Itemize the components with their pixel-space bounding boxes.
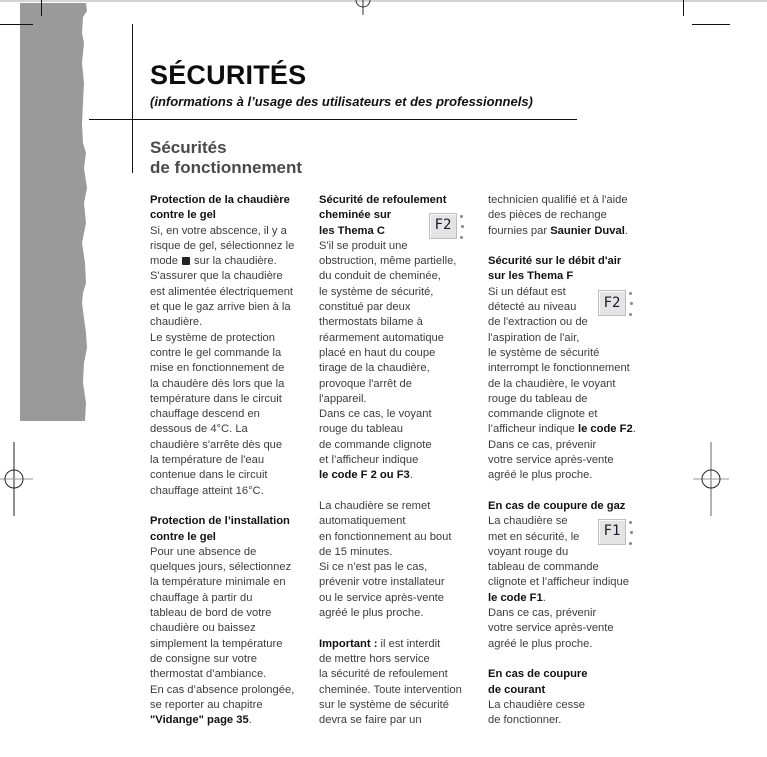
text-line: constitué par deux [319, 301, 411, 314]
block-title-line: contre le gel [150, 209, 216, 222]
display-panel [598, 517, 634, 547]
chimney-backflow-safety [319, 193, 481, 484]
text-line: de fonctionner. [488, 714, 562, 727]
header-vertical-rule [132, 24, 133, 173]
block-title-line: sur les Thema F [488, 270, 574, 283]
text-line: de commande clignote [319, 438, 432, 451]
text-line: met en sécurité, le [488, 530, 580, 543]
text-line: prévenir votre installateur [319, 576, 445, 589]
crop-mark-top-right-v [683, 0, 684, 16]
text-line: Dans ce cas, prévenir [488, 438, 597, 451]
display-dot [629, 521, 632, 524]
display-panel [429, 211, 465, 241]
text-line: sur le système de sécurité [319, 698, 449, 711]
text-line: le système de sécurité [488, 346, 600, 359]
text-line: de la chaudière, le voyant [488, 377, 616, 390]
text-line: quelques jours, sélectionnez [150, 561, 292, 574]
error-code-text: le code F 2 ou F3 [319, 469, 410, 482]
text-line: Pour une absence de [150, 545, 257, 558]
registration-mark-top [352, 0, 374, 16]
block-title-line: cheminée sur [319, 209, 392, 222]
block-title-line: Sécurité de refoulement [319, 194, 447, 206]
text-line: risque de gel, sélectionnez le [150, 239, 295, 252]
page-subtitle: (informations à l’usage des utilisateurs et des professionnels) [150, 94, 533, 109]
block-title-line: Sécurité sur le débit d'air [488, 255, 622, 268]
gas-cut-safety [488, 499, 648, 652]
text-line: de mettre hors service [319, 652, 430, 665]
crop-mark-top-right-h [692, 24, 730, 25]
text-fragment: fournies par [488, 224, 551, 237]
section-title-line-1: Sécurités [150, 138, 227, 157]
text-line [488, 224, 648, 239]
text-line: cheminée. Toute intervention [319, 683, 462, 696]
text-line [150, 713, 312, 728]
brand-name: Saunier Duval [550, 224, 625, 237]
text-line: de l'extraction ou de [488, 316, 588, 329]
frost-mode-icon [182, 257, 190, 265]
text-line: voyant rouge du [488, 545, 569, 558]
text-line: l'aspiration de l'air, [488, 331, 580, 344]
page-title: SÉCURITÉS [150, 60, 307, 90]
text-fragment: . [624, 224, 628, 237]
text-line: chaudière ou baissez [150, 622, 256, 635]
text-line: réarmement automatique [319, 331, 444, 344]
text-line: chaudière s'arrête dès que [150, 438, 283, 451]
page-top-border [0, 0, 767, 2]
crop-mark-top-left-h [0, 24, 33, 25]
text-line-with-icon [150, 254, 312, 269]
text-line: rouge du tableau [319, 423, 403, 436]
text-line: agréé le plus proche. [488, 637, 593, 650]
text-line: Dans ce cas, prévenir [488, 607, 597, 620]
text-line: la température minimale en [150, 576, 286, 589]
block-title-line: les Thema C [319, 224, 385, 237]
text-line: votre service après-vente [488, 622, 614, 635]
text-line: tableau de commande [488, 561, 599, 574]
important-label: Important : [319, 637, 378, 650]
frost-protection-boiler [150, 193, 312, 499]
registration-mark-left [0, 442, 34, 518]
strip-shape [20, 3, 87, 421]
chapter-reference: "Vidange" page 35 [150, 714, 249, 727]
display-dot [460, 215, 463, 218]
text-line: mise en fonctionnement de [150, 362, 285, 375]
display-dot [629, 292, 632, 295]
text-line: provoque l'arrêt de [319, 377, 412, 390]
error-code-text: le code F2 [577, 423, 633, 436]
column-3 [488, 193, 648, 744]
display-code: F2 [429, 213, 457, 239]
section-title-line-2: de fonctionnement [150, 158, 303, 177]
text-line: le système de sécurité, [319, 285, 434, 298]
text-line: clignote et l’afficheur indique [488, 576, 629, 589]
text-line: S'il se produit une [319, 239, 408, 252]
decorative-gray-strip [20, 3, 90, 421]
display-dot [630, 531, 633, 534]
text-line: Si un défaut est [488, 285, 566, 298]
text-fragment: l’afficheur indique [488, 423, 578, 436]
text-line: la chaudère dès lors que la [150, 377, 285, 390]
display-dot [629, 313, 632, 316]
text-line: chauffage atteint 16°C. [150, 484, 264, 497]
text-line: commande clignote et [488, 408, 598, 421]
text-line: tirage de la chaudière, [319, 362, 430, 375]
text-line: la sécurité de refoulement [319, 668, 448, 681]
text-line: du conduit de cheminée, [319, 270, 441, 283]
text-line: Si, en votre abscence, il y a [150, 224, 287, 237]
text-line: se reporter au chapitre [150, 698, 263, 711]
text-fragment: il est interdit [377, 637, 441, 650]
text-line: Dans ce cas, le voyant [319, 408, 432, 421]
text-line: la température de l'eau [150, 454, 265, 467]
text-fragment: . [248, 714, 252, 727]
text-line: de consigne sur votre [150, 652, 257, 665]
text-line: automatiquement [319, 515, 406, 528]
display-dot [461, 225, 464, 228]
text-line [488, 422, 648, 437]
text-line: obstruction, même partielle, [319, 255, 457, 268]
text-line: simplement la température [150, 637, 283, 650]
block-title-line: contre le gel [150, 530, 216, 543]
section-title [150, 138, 302, 178]
text-line: en fonctionnement au bout [319, 530, 452, 543]
text-line: La chaudière cesse [488, 698, 586, 711]
error-code-text: le code F1 [488, 591, 543, 604]
air-flow-safety [488, 254, 648, 483]
display-dot [460, 236, 463, 239]
text-line [488, 591, 648, 606]
display-dot [629, 542, 632, 545]
text-line: chaudière. [150, 316, 203, 329]
text-line: température dans le circuit [150, 392, 282, 405]
header-horizontal-rule [89, 119, 577, 120]
text-line: agréé le plus proche. [488, 469, 593, 482]
text-line: contre le gel commande la [150, 346, 282, 359]
important-note-continued [488, 193, 648, 239]
text-line: S'assurer que la chaudière [150, 270, 283, 283]
block-title-line: En cas de coupure [488, 668, 588, 681]
text-line: chauffage à partir du [150, 591, 253, 604]
text-line: technicien qualifié et à l'aide [488, 194, 628, 206]
text-line: devra se faire par un [319, 714, 422, 727]
text-line: La chaudière se remet [319, 499, 431, 512]
text-line [319, 468, 481, 483]
block-title-line: de courant [488, 683, 546, 696]
text-line: La chaudière se [488, 515, 568, 528]
text-fragment: . [542, 591, 546, 604]
auto-restart-info [319, 499, 481, 621]
text-fragment: . [632, 423, 636, 436]
important-note [319, 637, 481, 729]
text-line: ou le service après-vente [319, 591, 444, 604]
text-line: est alimentée électriquement [150, 285, 294, 298]
block-title-line: En cas de coupure de gaz [488, 499, 626, 512]
block-title-line: Protection de l’installation [150, 515, 290, 528]
display-code: F2 [598, 290, 626, 316]
display-panel [598, 288, 634, 318]
text-fragment: sur la chaudière. [194, 255, 277, 268]
text-line: thermostats bilame à [319, 316, 423, 329]
text-line: des pièces de rechange [488, 209, 607, 222]
text-line: rouge du tableau de [488, 392, 588, 405]
text-line: Si ce n’est pas le cas, [319, 561, 428, 574]
text-line: En cas d’absence prolongée, [150, 683, 295, 696]
column-1 [150, 193, 312, 744]
text-line: et l’afficheur indique [319, 454, 419, 467]
text-line: thermostat d’ambiance. [150, 668, 267, 681]
text-line: placé en haut du coupe [319, 346, 436, 359]
registration-mark-right [692, 442, 730, 518]
text-line: et que le gaz arrive bien à la [150, 301, 291, 314]
block-title-line: Protection de la chaudière [150, 194, 290, 206]
text-line: de 15 minutes. [319, 545, 393, 558]
text-line: dessous de 4°C. La [150, 423, 248, 436]
text-line: agréé le plus proche. [319, 607, 424, 620]
display-code: F1 [598, 519, 626, 545]
text-line: l'appareil. [319, 392, 367, 405]
text-line: votre service après-vente [488, 454, 614, 467]
text-line: détecté au niveau [488, 301, 577, 314]
text-line: interrompt le fonctionnement [488, 362, 630, 375]
display-dot [630, 302, 633, 305]
text-line: tableau de bord de votre [150, 607, 272, 620]
text-fragment: mode [150, 255, 178, 268]
text-line [319, 637, 481, 652]
column-2 [319, 193, 481, 744]
crop-mark-top-left-v [41, 0, 42, 16]
text-line: contenue dans le circuit [150, 469, 268, 482]
text-line: Le système de protection [150, 331, 275, 344]
text-fragment: . [409, 469, 413, 482]
text-line: chauffage descend en [150, 408, 260, 421]
frost-protection-installation [150, 514, 312, 728]
power-cut-info [488, 667, 648, 728]
